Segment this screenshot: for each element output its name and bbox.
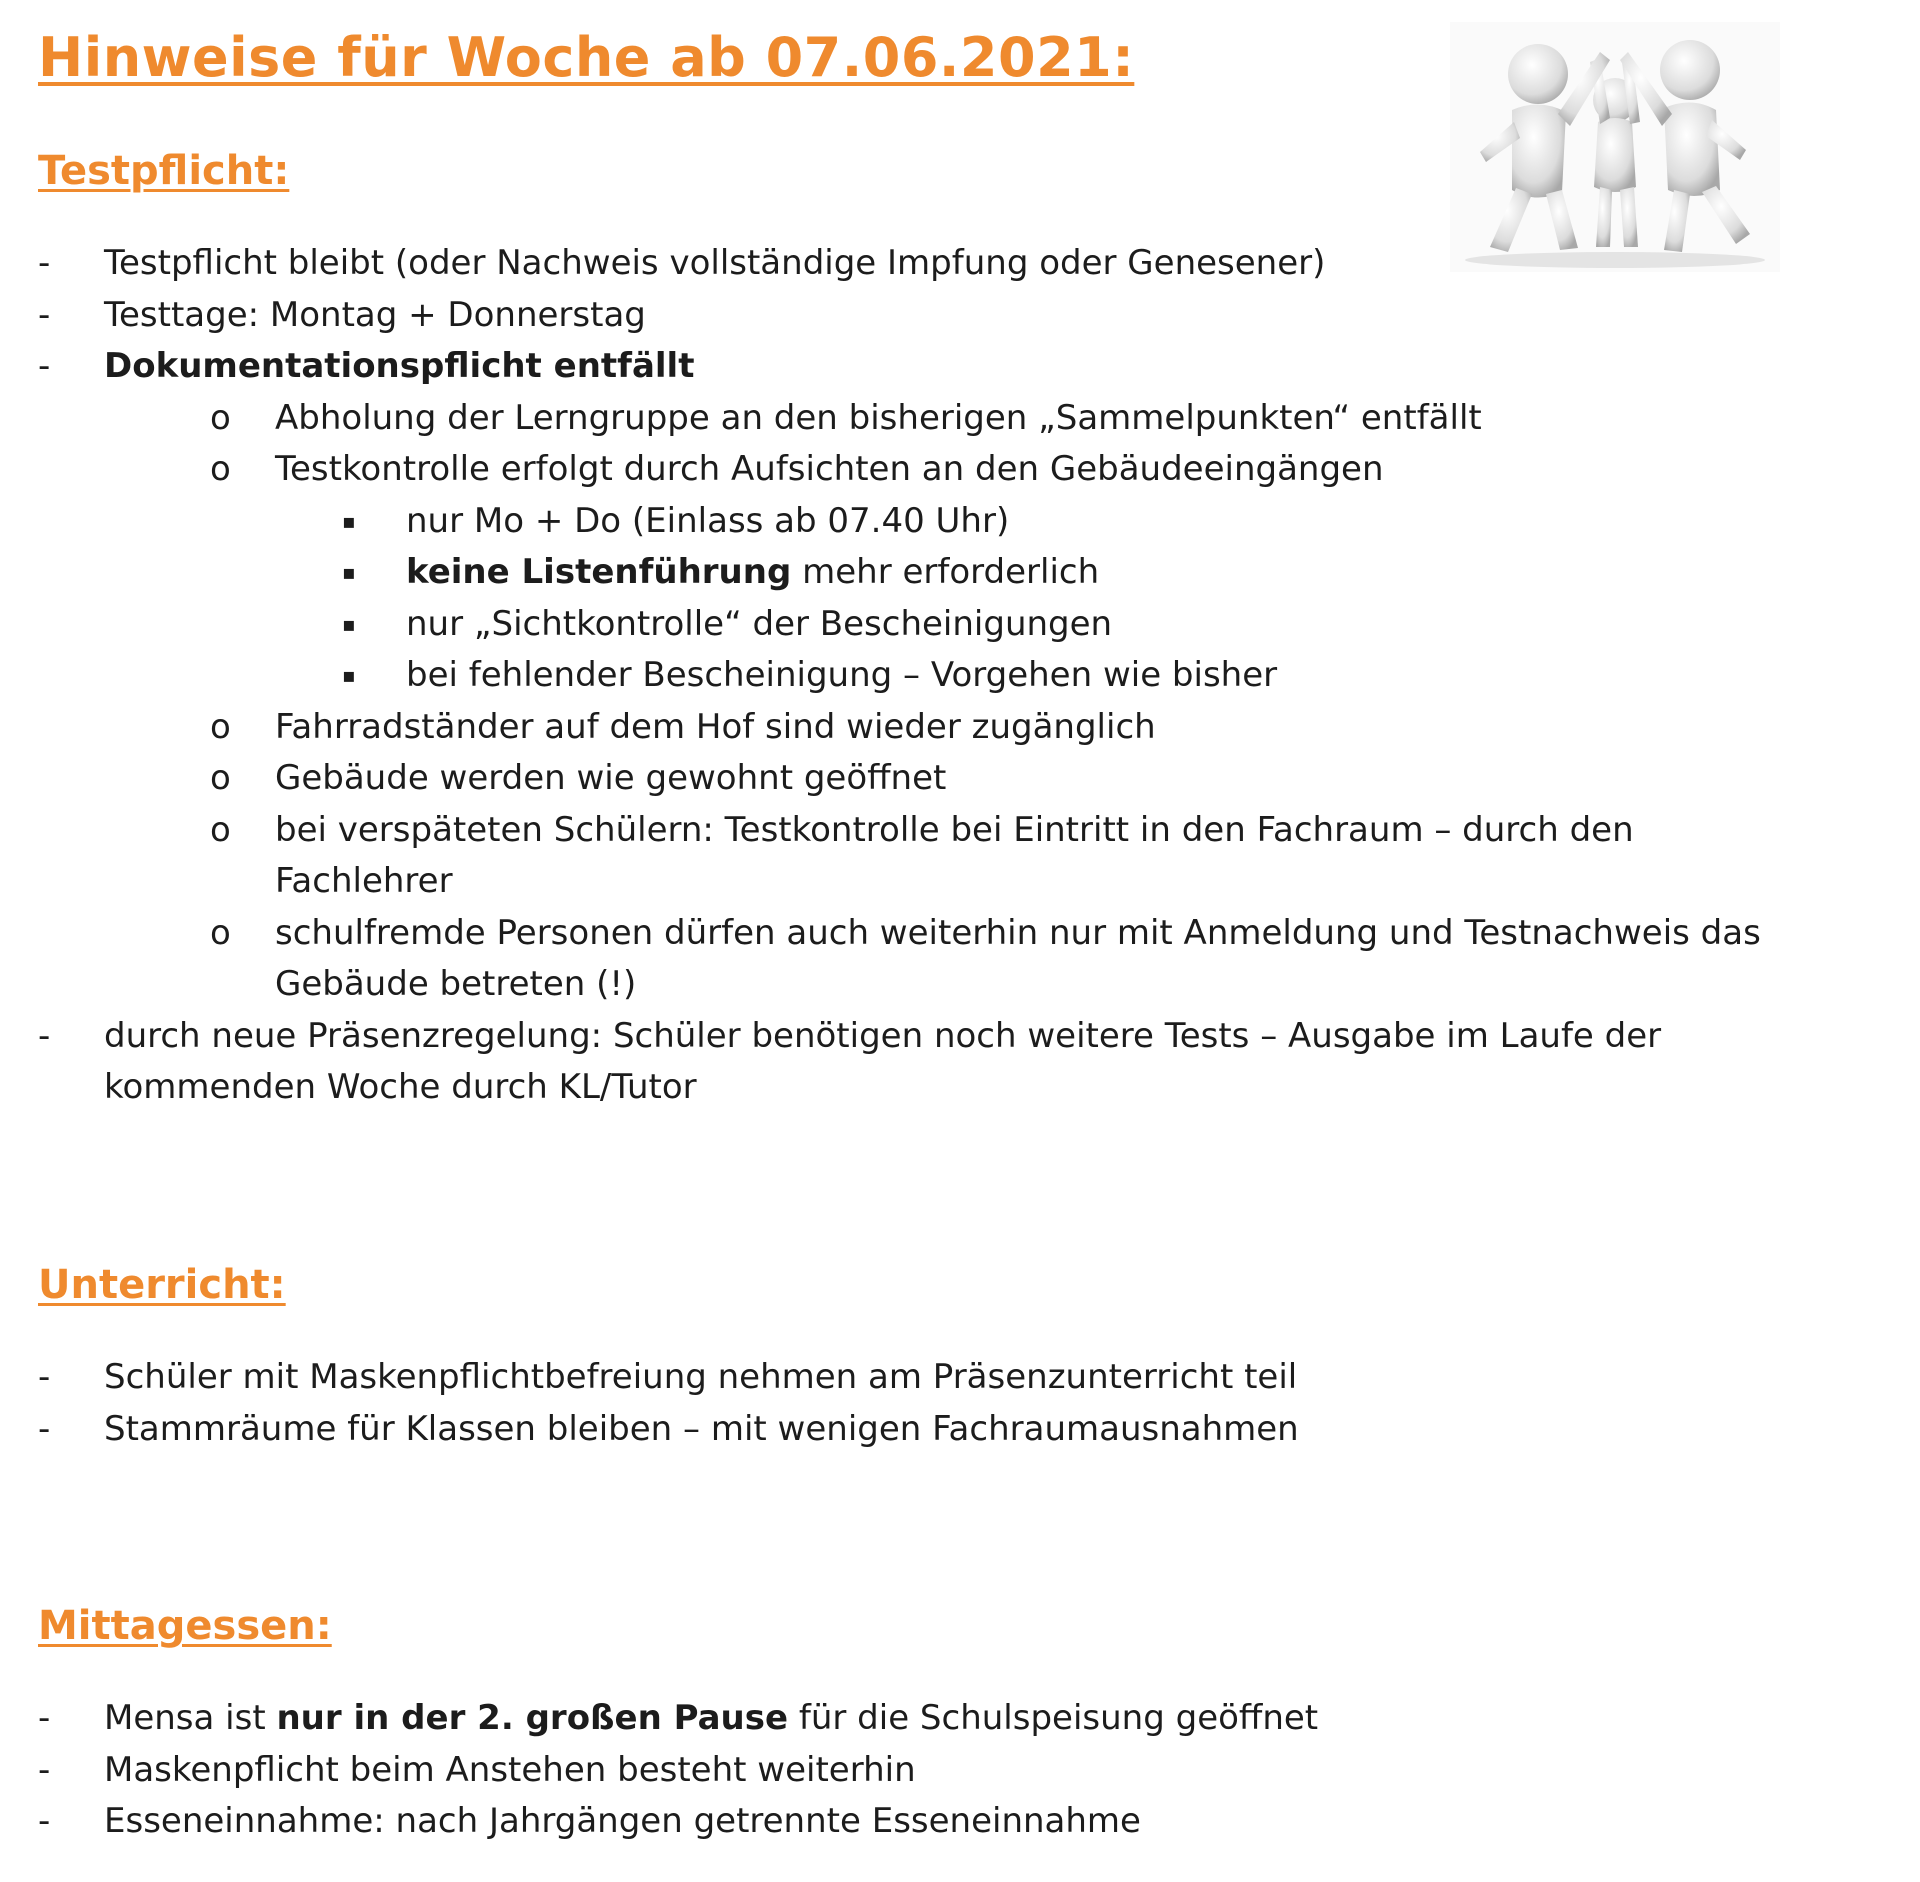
list-item: Testkontrolle erfolgt durch Aufsichten an den Gebäudeeingängen (275, 449, 1384, 489)
list-item (104, 1693, 1318, 1744)
list-item: schulfremde Personen dürfen auch weiterhin nur mit Anmeldung und Testnachweis das (275, 913, 1761, 953)
circle-marker: o (210, 707, 231, 747)
list-item: bei verspäteten Schülern: Testkontrolle bei Eintritt in den Fachraum – durch den (275, 810, 1634, 850)
dash-marker: - (38, 1357, 51, 1397)
list-item-continuation: kommenden Woche durch KL/Tutor (104, 1067, 697, 1107)
dash-marker: - (38, 295, 51, 335)
list-item: Testtage: Montag + Donnerstag (104, 295, 646, 335)
dash-marker: - (38, 1801, 51, 1841)
list-item: Testpflicht bleibt (oder Nachweis vollständige Impfung oder Genesener) (104, 243, 1326, 283)
square-marker: ▪ (342, 509, 356, 533)
list-item: Dokumentationspflicht entfällt (104, 346, 695, 386)
list-item: nur Mo + Do (Einlass ab 07.40 Uhr) (406, 501, 1010, 541)
list-item-continuation: Fachlehrer (275, 861, 453, 901)
list-item: Gebäude werden wie gewohnt geöffnet (275, 758, 947, 798)
circle-marker: o (210, 398, 231, 438)
high-five-figures-illustration (1450, 22, 1780, 272)
list-item: Fahrradständer auf dem Hof sind wieder zugänglich (275, 707, 1156, 747)
page-title: Hinweise für Woche ab 07.06.2021: (38, 26, 1135, 89)
list-item: bei fehlender Bescheinigung – Vorgehen wie bisher (406, 655, 1278, 695)
heading-testpflicht: Testpflicht: (38, 148, 290, 194)
text: Mensa ist (104, 1698, 277, 1738)
list-item-continuation: Gebäude betreten (!) (275, 964, 637, 1004)
heading-mittagessen: Mittagessen: (38, 1603, 332, 1649)
heading-unterricht: Unterricht: (38, 1262, 286, 1308)
circle-marker: o (210, 810, 231, 850)
circle-marker: o (210, 758, 231, 798)
bold-text: keine Listenführung (406, 552, 792, 592)
dash-marker: - (38, 1016, 51, 1056)
dash-marker: - (38, 346, 51, 386)
list-item (406, 547, 1099, 598)
circle-marker: o (210, 449, 231, 489)
list-item: Schüler mit Maskenpflichtbefreiung nehmen am Präsenzunterricht teil (104, 1357, 1298, 1397)
list-item: Abholung der Lerngruppe an den bisherigen „Sammelpunkten“ entfällt (275, 398, 1482, 438)
text: für die Schulspeisung geöffnet (788, 1698, 1319, 1738)
square-marker: ▪ (342, 560, 356, 584)
dash-marker: - (38, 1409, 51, 1449)
dash-marker: - (38, 1698, 51, 1738)
list-item: Maskenpflicht beim Anstehen besteht weiterhin (104, 1750, 916, 1790)
text: mehr erforderlich (791, 552, 1100, 592)
circle-marker: o (210, 913, 231, 953)
bold-text: nur in der 2. großen Pause (276, 1698, 789, 1738)
dash-marker: - (38, 243, 51, 283)
list-item: nur „Sichtkontrolle“ der Bescheinigungen (406, 604, 1113, 644)
list-item: durch neue Präsenzregelung: Schüler benötigen noch weitere Tests – Ausgabe im Laufe der (104, 1016, 1662, 1056)
dash-marker: - (38, 1750, 51, 1790)
list-item: Esseneinnahme: nach Jahrgängen getrennte Esseneinnahme (104, 1801, 1141, 1841)
list-item: Stammräume für Klassen bleiben – mit wenigen Fachraumausnahmen (104, 1409, 1299, 1449)
square-marker: ▪ (342, 663, 356, 687)
square-marker: ▪ (342, 612, 356, 636)
